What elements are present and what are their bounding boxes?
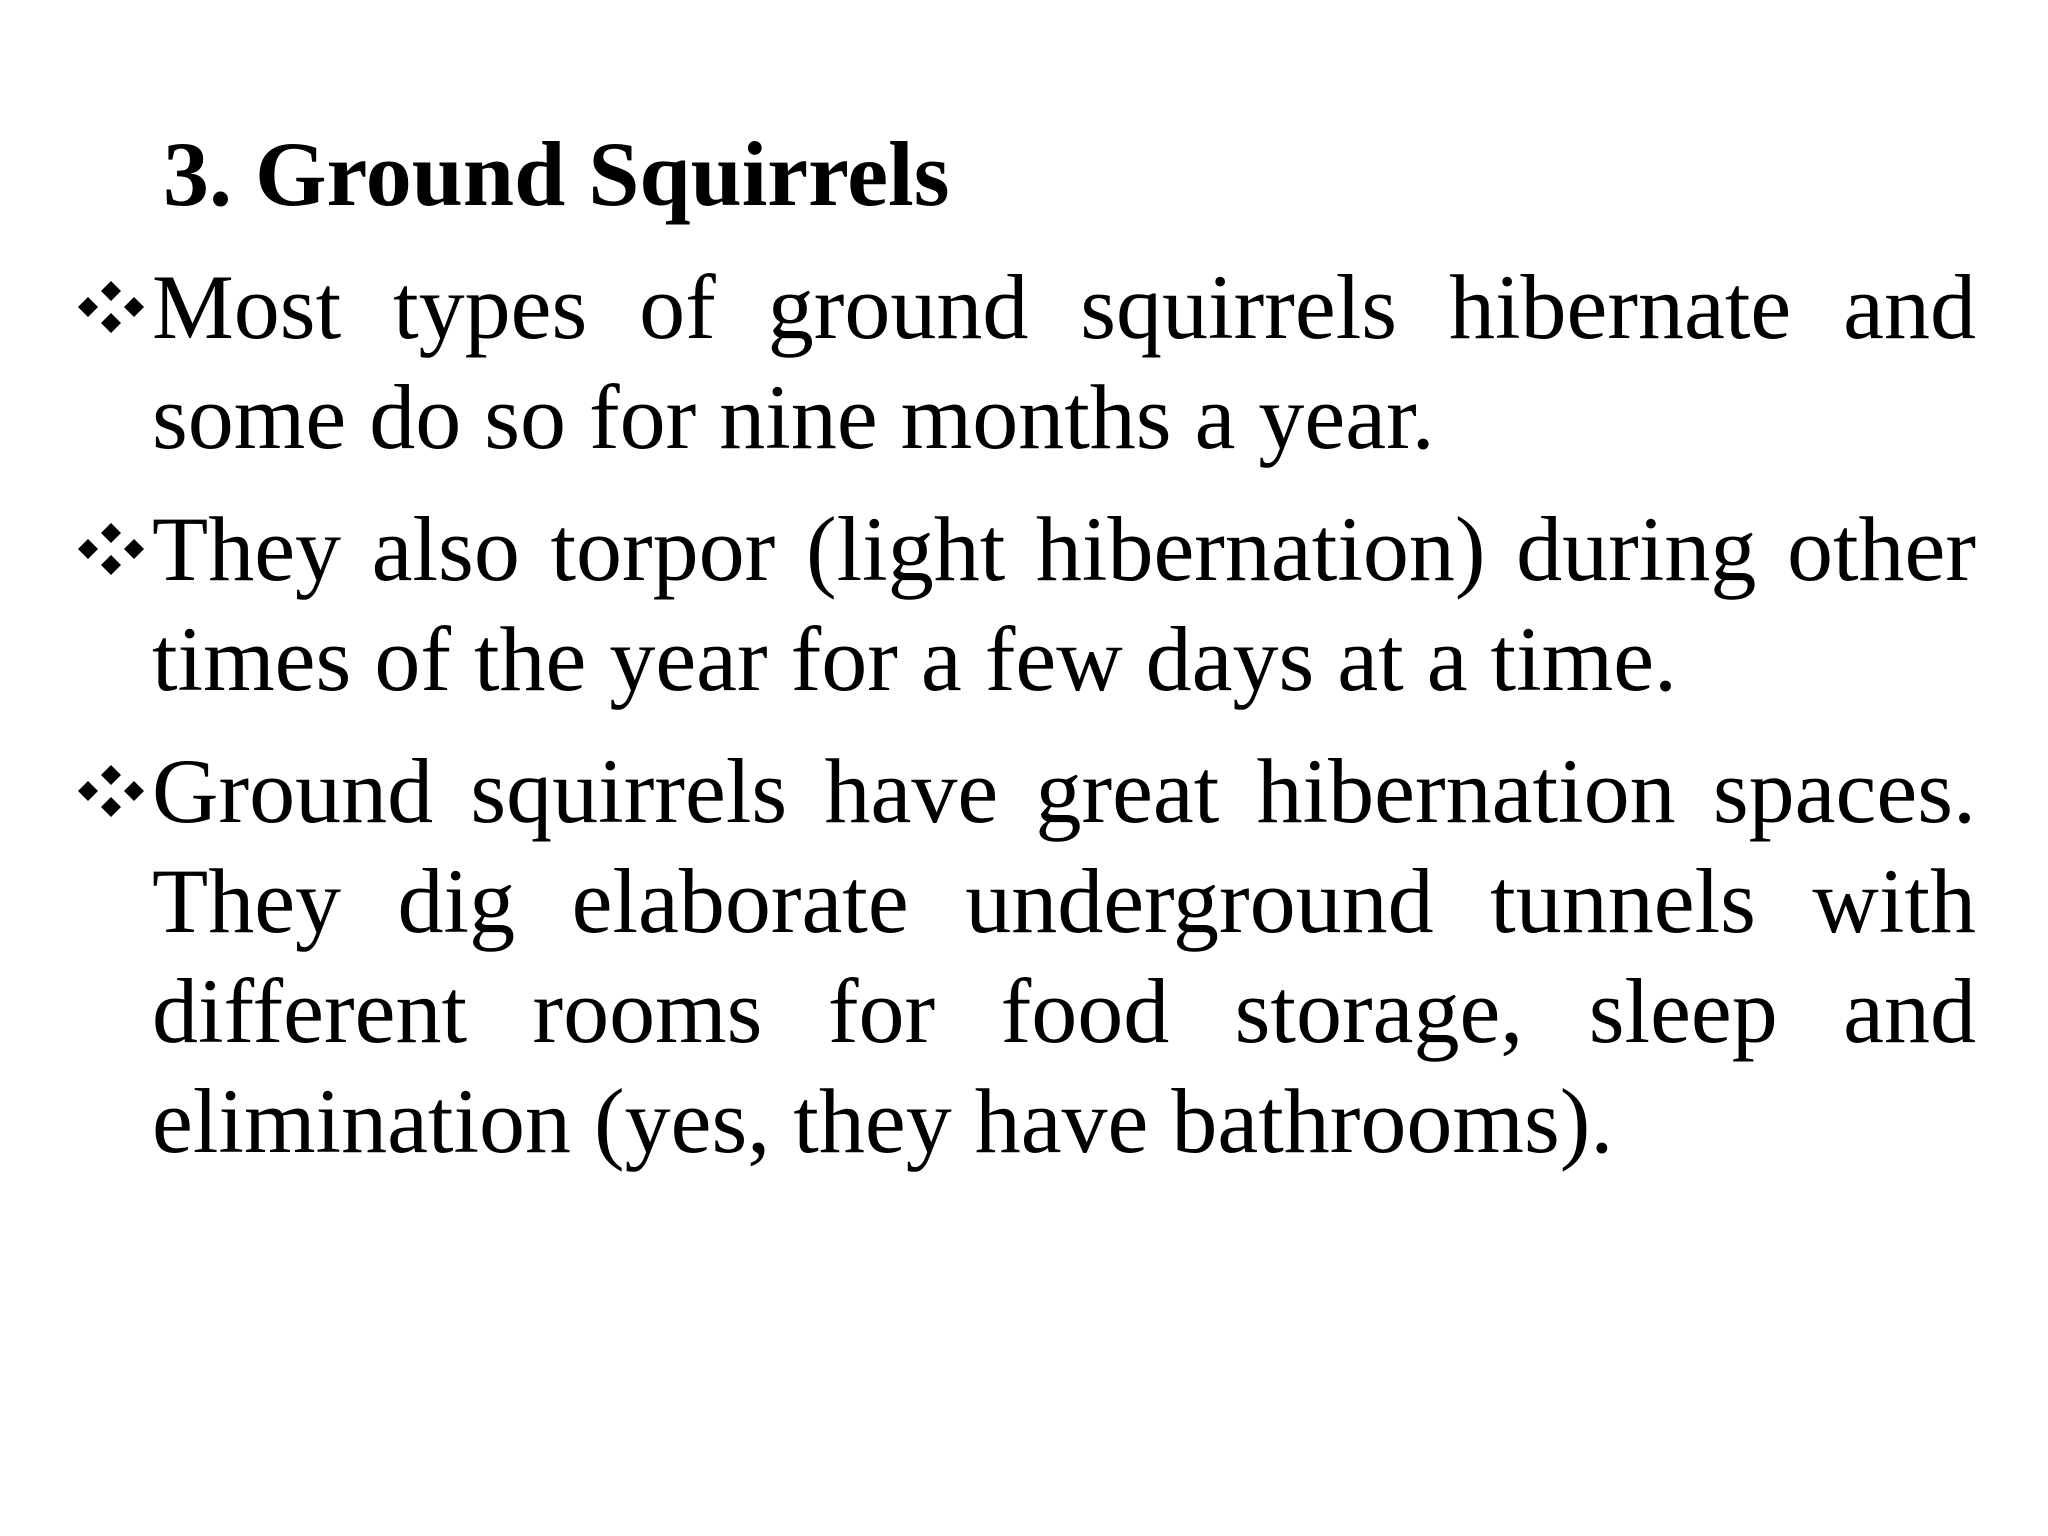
bullet-text: They also torpor (light hibernation) during other times of the year for a few days at a time. [152, 498, 1976, 710]
bullet-text: Most types of ground squirrels hibernate and some do so for nine months a year. [152, 256, 1976, 468]
bullet-item [76, 736, 1976, 1176]
slide-title: 3. Ground Squirrels [163, 123, 950, 225]
diamond-cluster-bullet-icon [76, 763, 146, 819]
bullet-list [76, 252, 1976, 1198]
diamond-cluster-bullet-icon [76, 279, 146, 335]
bullet-item [76, 252, 1976, 472]
bullet-text: Ground squirrels have great hibernation spaces. They dig elaborate underground tunnels with different rooms for food storage, sleep and elimination (yes, they have bathrooms). [152, 740, 1976, 1172]
bullet-item [76, 494, 1976, 714]
diamond-cluster-bullet-icon [76, 521, 146, 577]
